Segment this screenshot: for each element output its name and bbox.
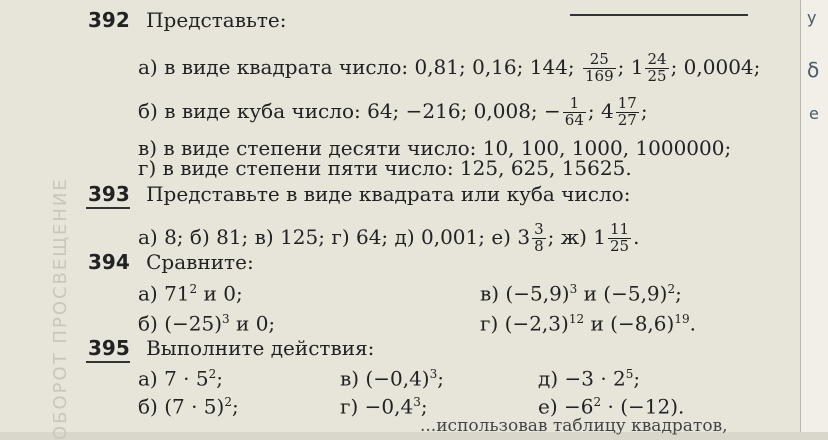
fraction [563, 96, 586, 129]
numerator: 11 [610, 220, 630, 238]
exponent: 2 [593, 395, 602, 409]
item-text: в) (−5,9) [480, 281, 570, 306]
item-text: е) −6 [538, 394, 594, 419]
problem-395-e [538, 396, 684, 417]
problem-number: 394 [88, 250, 130, 274]
problem-number: 392 [88, 8, 130, 32]
fraction [645, 52, 668, 85]
denominator: 8 [534, 236, 544, 255]
exponent: 3 [413, 395, 421, 409]
item-text: и 0; [197, 281, 243, 306]
item-text: ; [675, 281, 682, 306]
problem-395-underline [86, 361, 130, 363]
problem-395-d [538, 368, 640, 389]
margin-char: у [807, 8, 817, 27]
numerator: 25 [583, 52, 616, 69]
numerator: 24 [647, 50, 667, 68]
problem-395-v [340, 368, 444, 389]
exponent: 3 [222, 312, 230, 326]
problem-number: 393 [88, 182, 130, 206]
numerator: 1 [563, 96, 586, 113]
margin-char: δ [807, 58, 820, 82]
item-text: ; [633, 366, 641, 391]
denominator: 25 [610, 236, 630, 255]
denominator: 169 [585, 66, 614, 85]
top-rule [570, 14, 748, 16]
cut-off-next-line: ...использовав таблицу квадратов, [420, 416, 728, 436]
exponent: 2 [224, 395, 232, 409]
item-text: г) (−2,3) [480, 311, 569, 336]
item-text: ; 0,0004; [670, 54, 761, 79]
exponent: 3 [569, 282, 578, 296]
item-text: и 0; [229, 311, 276, 336]
fraction [616, 96, 639, 129]
item-text: ; [231, 394, 239, 419]
problem-title: Сравните: [146, 250, 254, 274]
problem-393-underline [86, 207, 130, 209]
item-text: и (−5,9) [577, 281, 668, 306]
exponent: 3 [429, 367, 438, 381]
problem-392-b [138, 96, 648, 129]
problem-394-a [138, 283, 243, 304]
problem-395-heading [88, 338, 374, 358]
exponent: 19 [674, 312, 690, 326]
problem-title: Представьте: [146, 8, 287, 32]
exponent: 5 [625, 367, 634, 381]
problem-394-c [480, 283, 682, 304]
problem-392-a [138, 52, 760, 85]
item-text: а) 8; б) 81; в) 125; г) 64; д) 0,001; е) 3 [138, 224, 531, 249]
exponent: 12 [568, 312, 585, 326]
fraction [608, 222, 631, 255]
watermark-vertical: ОБОРОТ ПРОСВЕЩЕНИЕ [50, 177, 71, 440]
exponent: 2 [667, 282, 676, 296]
item-text: а) 71 [138, 281, 190, 306]
adjacent-page-edge [800, 0, 828, 432]
item-text: ; [420, 394, 428, 419]
numerator: 3 [534, 220, 544, 238]
exponent: 2 [208, 367, 217, 381]
item-text: г) −0,4 [340, 394, 414, 419]
item-text: б) (7 · 5) [138, 394, 225, 419]
problem-number: 395 [88, 336, 130, 360]
item-text: ; [216, 366, 223, 391]
problem-392-heading [88, 10, 286, 30]
problem-395-b [138, 396, 239, 417]
numerator: 17 [617, 94, 637, 112]
problem-395-g [340, 396, 428, 417]
item-text: ; 4 [587, 98, 614, 123]
denominator: 25 [647, 66, 667, 85]
problem-394-heading [88, 252, 254, 272]
problem-394-d [480, 313, 696, 334]
item-text: ; 1 [617, 54, 644, 79]
item-text: · (−12). [601, 394, 685, 419]
problem-392-d: г) в виде степени пяти число: 125, 625, 15625. [138, 156, 632, 180]
exponent: 2 [189, 282, 198, 296]
denominator: 64 [564, 110, 584, 129]
item-text: и (−8,6) [584, 311, 675, 336]
item-text: а) 7 · 5 [138, 366, 209, 391]
item-text: . [689, 311, 696, 336]
item-text: д) −3 · 2 [538, 366, 626, 391]
item-text: ; [437, 366, 444, 391]
problem-393-heading [88, 184, 630, 204]
fraction [532, 222, 546, 255]
problem-392-c: в) в виде степени десяти число: 10, 100, 1000, 1000000; [138, 136, 732, 160]
item-text: в) (−0,4) [340, 366, 430, 391]
item-text: б) (−25) [138, 311, 223, 336]
margin-char: е [809, 104, 819, 123]
problem-title: Выполните действия: [146, 336, 375, 360]
item-text: ; [640, 98, 648, 123]
item-text: . [633, 224, 640, 249]
fraction [583, 52, 616, 85]
item-text: ; ж) 1 [547, 224, 607, 249]
denominator: 27 [617, 110, 637, 129]
item-text: б) в виде куба число: 64; −216; 0,008; − [138, 98, 561, 123]
problem-title: Представьте в виде квадрата или куба число: [146, 182, 631, 206]
item-text: а) в виде квадрата число: 0,81; 0,16; 144; [138, 54, 581, 79]
problem-395-a [138, 368, 223, 389]
problem-394-b [138, 313, 275, 334]
